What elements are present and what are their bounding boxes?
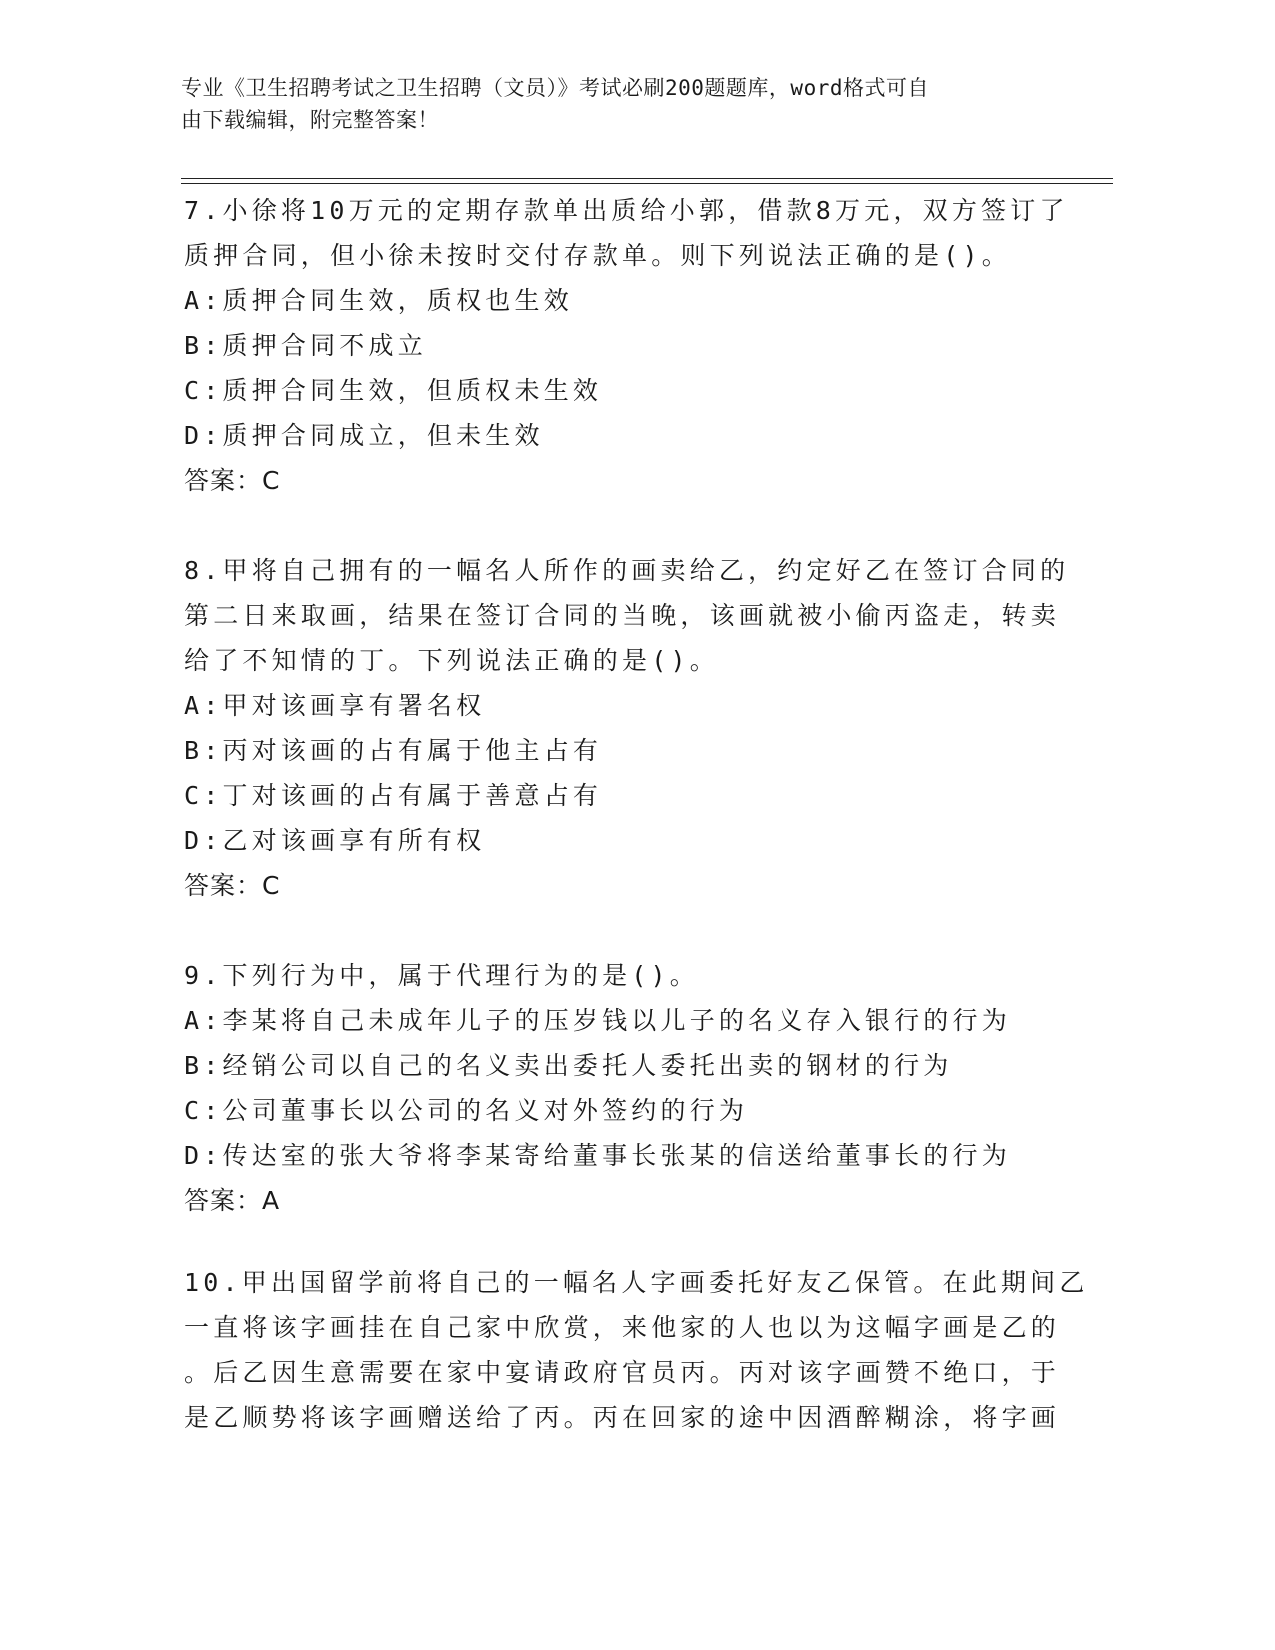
question-text-line: 。后乙因生意需要在家中宴请政府官员丙。丙对该字画赞不绝口，于 xyxy=(184,1358,1061,1387)
option-d: D:传达室的张大爷将李某寄给董事长张某的信送给董事长的行为 xyxy=(184,1141,1011,1170)
option-b: B:质押合同不成立 xyxy=(184,331,427,360)
answer: 答案：C xyxy=(184,466,281,495)
option-d: D:乙对该画享有所有权 xyxy=(184,826,486,855)
option-d: D:质押合同成立，但未生效 xyxy=(184,421,544,450)
option-a: A:甲对该画享有署名权 xyxy=(184,691,486,720)
option-c: C:丁对该画的占有属于善意占有 xyxy=(184,781,603,810)
question-text-line: 是乙顺势将该字画赠送给了丙。丙在回家的途中因酒醉糊涂，将字画 xyxy=(184,1403,1061,1432)
question-9 xyxy=(184,953,1064,1223)
option-b: B:丙对该画的占有属于他主占有 xyxy=(184,736,603,765)
question-text-line: 10.甲出国留学前将自己的一幅名人字画委托好友乙保管。在此期间乙 xyxy=(184,1268,1089,1297)
question-text-line: 给了不知情的丁。下列说法正确的是()。 xyxy=(184,646,719,675)
question-7 xyxy=(184,188,1069,503)
question-text-line: 8.甲将自己拥有的一幅名人所作的画卖给乙，约定好乙在签订合同的 xyxy=(184,556,1070,585)
question-8 xyxy=(184,548,1070,908)
header-divider-top xyxy=(181,178,1113,179)
option-b: B:经销公司以自己的名义卖出委托人委托出卖的钢材的行为 xyxy=(184,1051,953,1080)
document-header xyxy=(181,72,1051,136)
question-text-line: 质押合同，但小徐未按时交付存款单。则下列说法正确的是()。 xyxy=(184,241,1011,270)
question-text-line: 一直将该字画挂在自己家中欣赏，来他家的人也以为这幅字画是乙的 xyxy=(184,1313,1061,1342)
option-c: C:公司董事长以公司的名义对外签约的行为 xyxy=(184,1096,749,1125)
question-text-line: 第二日来取画，结果在签订合同的当晚，该画就被小偷丙盗走，转卖 xyxy=(184,601,1061,630)
header-divider-bottom xyxy=(181,183,1113,184)
header-line-2: 由下载编辑，附完整答案！ xyxy=(181,108,439,132)
question-text-line: 9.下列行为中，属于代理行为的是()。 xyxy=(184,961,700,990)
header-line-1: 专业《卫生招聘考试之卫生招聘（文员）》考试必刷200题题库，word格式可自 xyxy=(181,76,929,100)
option-a: A:质押合同生效，质权也生效 xyxy=(184,286,573,315)
question-text-line: 7.小徐将10万元的定期存款单出质给小郭，借款8万元，双方签订了 xyxy=(184,196,1069,225)
question-10 xyxy=(184,1260,1089,1440)
option-a: A:李某将自己未成年儿子的压岁钱以儿子的名义存入银行的行为 xyxy=(184,1006,1011,1035)
option-c: C:质押合同生效，但质权未生效 xyxy=(184,376,603,405)
answer: 答案：C xyxy=(184,871,281,900)
answer: 答案：A xyxy=(184,1186,281,1215)
